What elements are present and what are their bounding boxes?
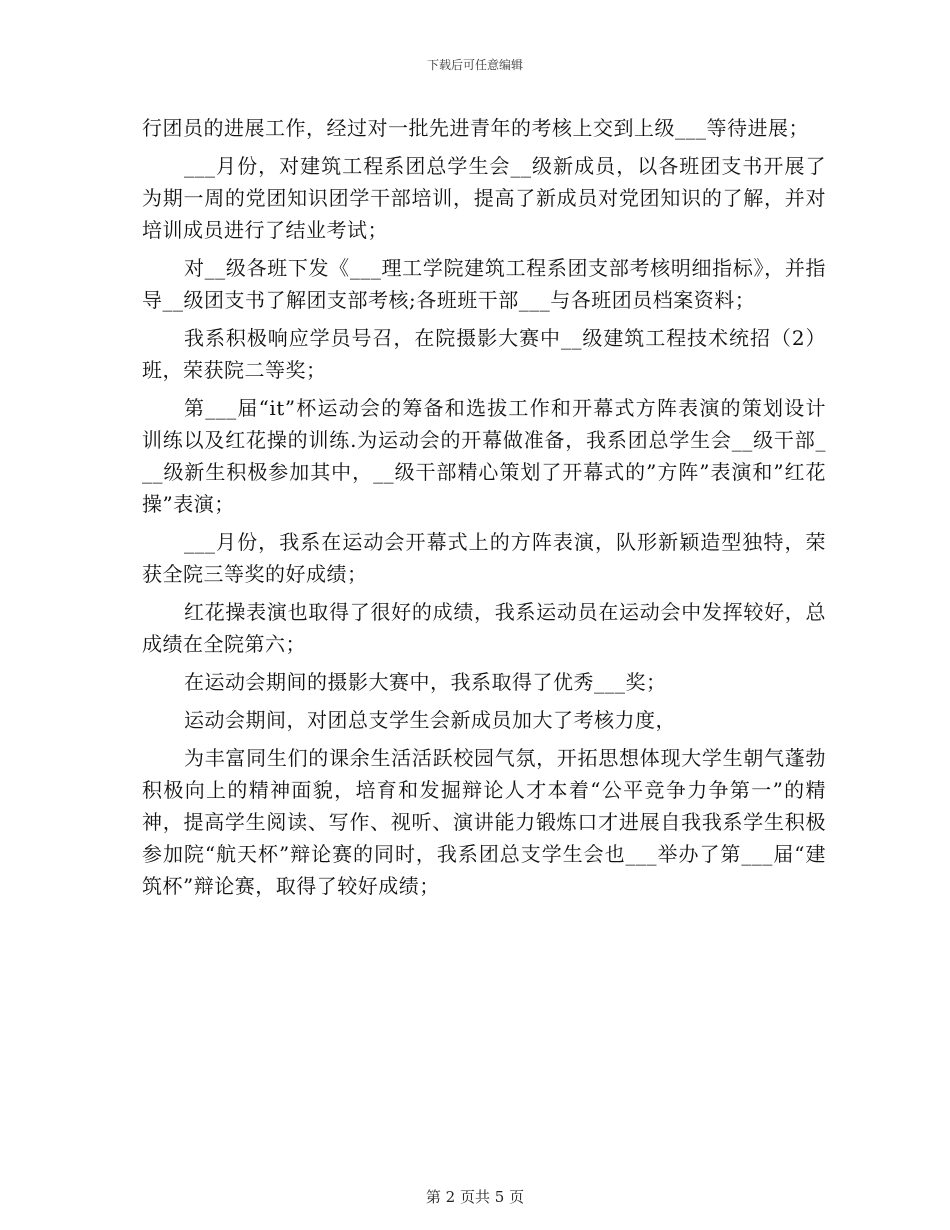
paragraph-7: 红花操表演也取得了很好的成绩，我系运动员在运动会中发挥较好，总成绩在全院第六； <box>142 600 826 656</box>
paragraph-9: 运动会期间，对团总支学生会新成员加大了考核力度， <box>184 708 676 732</box>
page-footer: 第 2 页共 5 页 <box>425 1188 525 1206</box>
page-header: 下载后可任意编辑 <box>426 58 523 72</box>
paragraph-10: 为丰富同生们的课余生活活跃校园气氛，开拓思想体现大学生朝气蓬勃积极向上的精神面貌，培育和发掘辩论人才本着“公平竞争力争第一”的精神，提高学生阅读、写作、视听、演讲能力锻炼口才进展自我我系学生积极参加院“航天杯”辩论赛的同时，我系团总支学生会也___举办了第___届“建筑杯”辩论赛，取得了较好成绩； <box>142 746 826 898</box>
paragraph-4: 我系积极响应学员号召，在院摄影大赛中__级建筑工程技术统招（2）班，荣获院二等奖； <box>142 326 826 382</box>
paragraph-1: 行团员的进展工作，经过对一批先进青年的考核上交到上级___等待进展； <box>142 116 809 140</box>
document-body <box>142 112 826 908</box>
paragraph-5: 第___届“it”杯运动会的筹备和选拔工作和开幕式方阵表演的策划设计训练以及红花操的训练.为运动会的开幕做准备，我系团总学生会__级干部___级新生积极参加其中，__级干部精心策划了开幕式的”方阵”表演和”红花操”表演； <box>142 396 826 516</box>
paragraph-6: ___月份，我系在运动会开幕式上的方阵表演，队形新颖造型独特，荣获全院三等奖的好成绩； <box>142 530 826 586</box>
paragraph-3: 对__级各班下发《___理工学院建筑工程系团支部考核明细指标》，并指导__级团支书了解团支部考核;各班班干部___与各班团员档案资料； <box>142 256 826 312</box>
paragraph-2: ___月份，对建筑工程系团总学生会__级新成员，以各班团支书开展了为期一周的党团知识团学干部培训，提高了新成员对党团知识的了解，并对培训成员进行了结业考试； <box>142 154 826 242</box>
paragraph-8: 在运动会期间的摄影大赛中，我系取得了优秀___奖； <box>184 670 667 694</box>
